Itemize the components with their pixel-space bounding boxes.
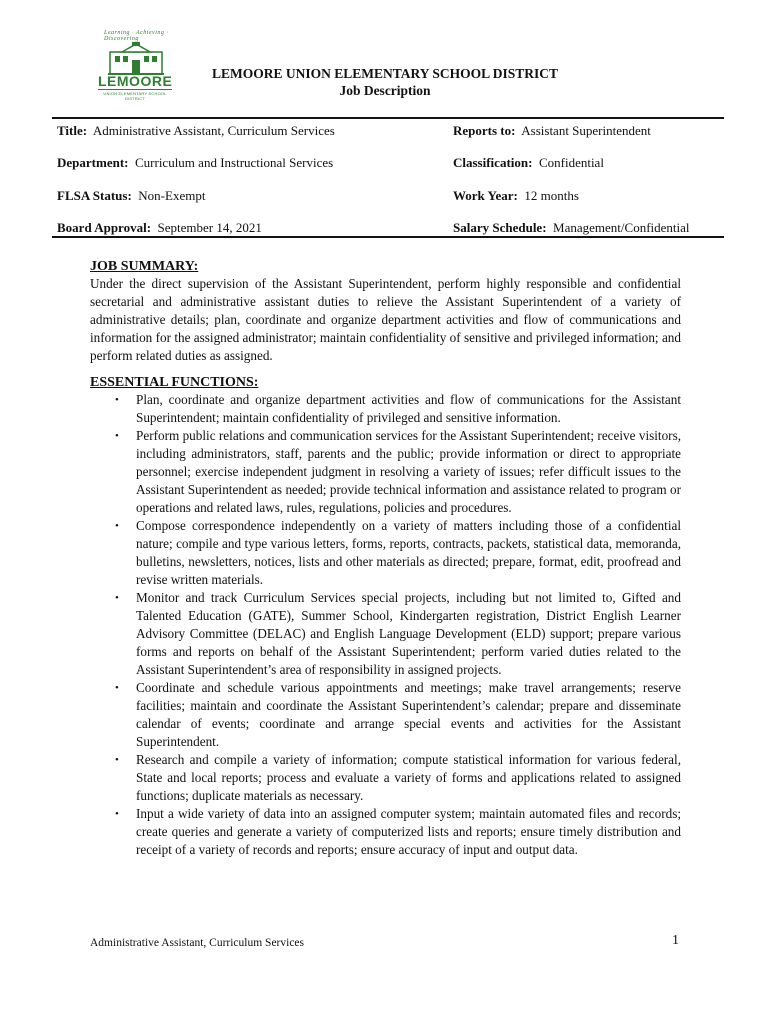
bullet-icon: • <box>115 754 119 766</box>
info-classification-value: Confidential <box>538 155 604 170</box>
school-building-icon <box>108 42 164 76</box>
info-classification <box>453 155 604 171</box>
info-reports-to <box>453 123 651 139</box>
info-flsa-status <box>57 188 205 204</box>
bullet-icon: • <box>115 592 119 604</box>
info-salary-schedule <box>453 220 690 236</box>
info-reports-label: Reports to: <box>453 123 516 138</box>
page-number: 1 <box>672 933 679 948</box>
list-item: • Compose correspondence independently on a variety of matters including those of a confidential nature; compile and type various letters, forms, reports, contracts, packets, statistical data, memoranda, bulletins, newsletters, notices, lists and other materials as directed; prepare, format, edit, proofread and revise written materials. <box>115 518 681 587</box>
bullet-icon: • <box>115 520 119 532</box>
footer-document-title: Administrative Assistant, Curriculum Services <box>90 937 305 949</box>
info-work-year-value: 12 months <box>524 188 579 203</box>
bullet-icon: • <box>115 430 119 442</box>
info-work-year <box>453 188 579 204</box>
bullet-icon: • <box>115 682 119 694</box>
document-body <box>90 258 681 859</box>
info-department-label: Department: <box>57 155 129 170</box>
info-flsa-label: FLSA Status: <box>57 188 132 203</box>
info-salary-label: Salary Schedule: <box>453 220 547 235</box>
info-department-value: Curriculum and Instructional Services <box>134 155 334 170</box>
organization-name: LEMOORE UNION ELEMENTARY SCHOOL DISTRICT <box>211 66 559 81</box>
document-header <box>160 65 610 99</box>
info-department <box>57 155 333 171</box>
info-title-value: Administrative Assistant, Curriculum Services <box>92 123 335 138</box>
info-board-label: Board Approval: <box>57 220 152 235</box>
info-salary-value: Management/Confidential <box>553 220 690 235</box>
info-board-value: September 14, 2021 <box>157 220 262 235</box>
job-summary-heading: JOB SUMMARY: <box>90 259 199 274</box>
logo-subtitle: UNION ELEMENTARY SCHOOL DISTRICT <box>103 91 167 101</box>
essential-functions-list <box>90 391 681 859</box>
info-title <box>57 123 335 139</box>
info-reports-value: Assistant Superintendent <box>521 123 651 138</box>
document-type: Job Description <box>339 83 431 98</box>
list-item: • Perform public relations and communication services for the Assistant Superintendent; receive visitors, including administrators, staff, parents and the public; provide information or direct to appropriate personnel; exercise independent judgment in resolving a variety of issues; refer difficult issues to the Assistant Superintendent as needed; provide technical information and assistance related to program or operations and related laws, rules, regulations, policies and procedures. <box>115 428 681 515</box>
bullet-icon: • <box>115 394 119 406</box>
essential-functions-heading: ESSENTIAL FUNCTIONS: <box>90 375 259 390</box>
list-item: • Plan, coordinate and organize department activities and flow of communications for the Assistant Superintendent; maintain confidentiality of privileged and sensitive information. <box>115 392 681 425</box>
list-item: • Research and compile a variety of information; compute statistical information for various federal, State and local reports; process and evaluate a variety of forms and applications related to assigned functions; duplicate materials as necessary. <box>115 752 681 803</box>
list-item: • Coordinate and schedule various appointments and meetings; make travel arrangements; reserve facilities; maintain and coordinate the Assistant Superintendent’s calendar; prepare and disseminate calendar of events; coordinate and arrange special events and activities for the Assistant Superintendent. <box>115 680 681 749</box>
info-board-approval <box>57 220 262 236</box>
header-rule-bottom <box>52 236 724 238</box>
bullet-icon: • <box>115 808 119 820</box>
job-summary-text: Under the direct supervision of the Assistant Superintendent, perform highly responsible and confidential secretarial and administrative assistant duties to relieve the Assistant Superintendent of a variety of administrative details; plan, coordinate and organize department activities and flow of communications and information for the assigned administrator; maintain confidentiality of sensitive and privileged information; and perform related duties as assigned. <box>90 276 681 363</box>
logo-motto: Learning · Achieving · Discovering <box>104 30 169 42</box>
list-item: • Input a wide variety of data into an assigned computer system; maintain automated files and records; create queries and generate a variety of computerized lists and reports; ensure timely distribution and receipt of a variety of records and reports; ensure accuracy of input and output data. <box>115 806 681 857</box>
info-title-label: Title: <box>57 123 88 138</box>
header-rule-top <box>52 117 724 119</box>
list-item: • Monitor and track Curriculum Services special projects, including but not limited to, Gifted and Talented Education (GATE), Summer School, Kindergarten registration, District English Learner Advisory Committee (DELAC) and English Language Development (ELD) support; prepare various forms and reports on behalf of the Assistant Superintendent; perform varied duties related to the Assistant Superintendent’s area of responsibility in assigned projects. <box>115 590 681 677</box>
info-classification-label: Classification: <box>453 155 533 170</box>
info-flsa-value: Non-Exempt <box>138 188 206 203</box>
info-work-year-label: Work Year: <box>453 188 518 203</box>
logo-wordmark: LEMOORE <box>98 73 173 89</box>
